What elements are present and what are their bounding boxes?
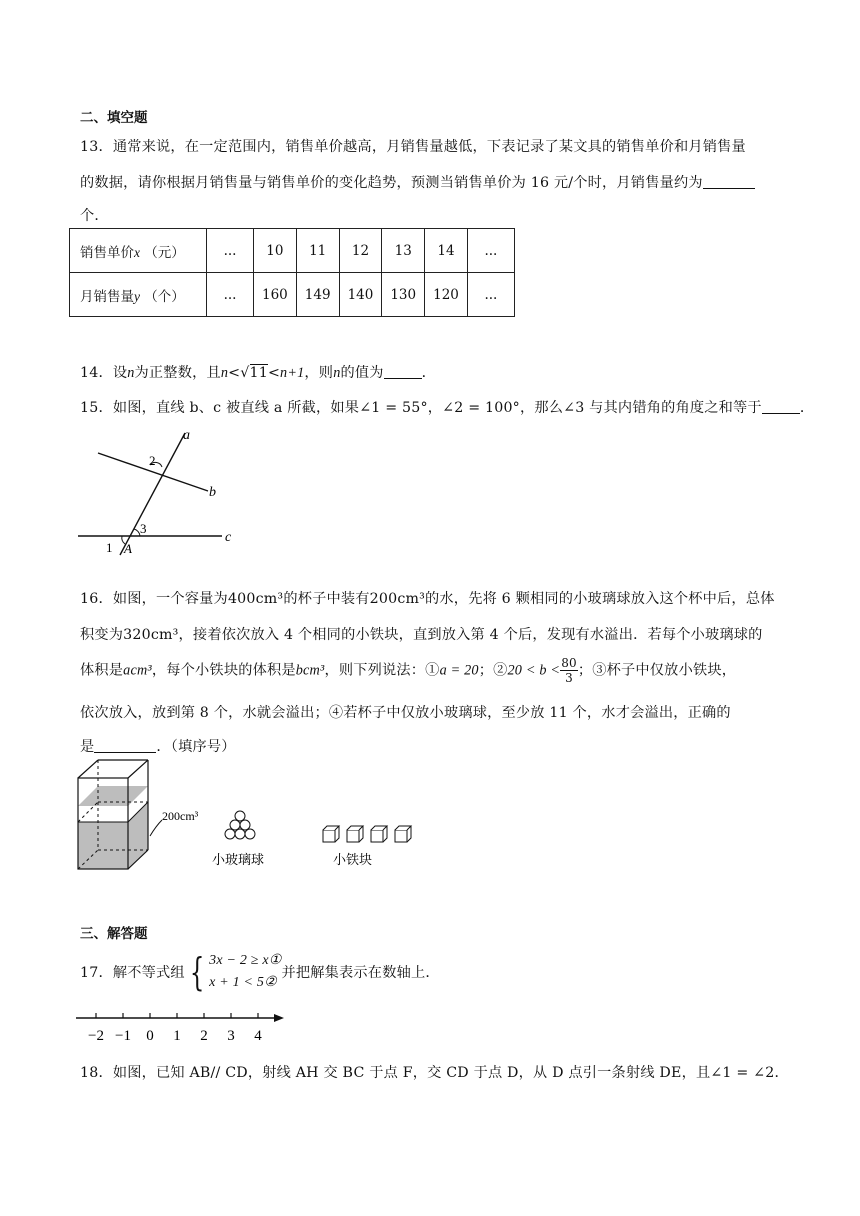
q15-line — [80, 397, 814, 417]
q16-l3c: ，则下列说法：① — [324, 662, 440, 679]
q16-l3e: ；③杯子中仅放小铁块， — [577, 662, 737, 679]
price-label: 销售单价 — [80, 244, 134, 261]
label-c: c — [225, 530, 232, 545]
q16-stmt1: a = 20 — [439, 662, 479, 679]
table-cell: 10 — [254, 229, 297, 273]
q13-line1: 13．通常来说，在一定范围内，销售单价越高，月销售量越低，下表记录了某文具的销售单价和月销售量 — [80, 139, 746, 155]
q16-line4: 依次放入，放到第 8 个，水就会溢出；④若杯子中仅放小玻璃球，至少放 11 个，水才会溢出，正确的 — [80, 705, 731, 721]
q15-angle1: ∠1 = 55° — [359, 400, 428, 416]
table-cell: ... — [467, 229, 514, 273]
table-cell: 149 — [296, 273, 339, 317]
cup-edge — [128, 760, 148, 778]
q16-l3b: ，每个小铁块的体积是 — [151, 662, 296, 679]
label-b: b — [209, 485, 216, 500]
label-3: 3 — [140, 521, 147, 536]
q15-answer-blank[interactable] — [762, 399, 800, 414]
tick-label: 3 — [227, 1028, 235, 1044]
q14-var-n: n — [127, 365, 135, 381]
table-cell: 14 — [425, 229, 468, 273]
q16-l5a: 是 — [80, 739, 95, 755]
q16-l3a: 体积是 — [80, 662, 124, 679]
table-cell: 140 — [339, 273, 382, 317]
water-pointer — [150, 820, 162, 836]
q16-figure — [70, 758, 430, 873]
q13-line2-text: 的数据，请你根据月销售量与销售单价的变化趋势，预测当销售单价为 16 元/个时，月销售量约为 — [80, 175, 703, 191]
sales-unit: （个） — [144, 288, 185, 305]
q17-ineq1: 3x − 2 ≥ x① — [209, 953, 282, 968]
section-title-fill-in: 二、填空题 — [80, 110, 148, 126]
frac-den: 3 — [565, 671, 573, 685]
q16-line5 — [80, 736, 236, 756]
q16-line2 — [80, 624, 763, 644]
brace-icon: { — [189, 950, 205, 994]
water-front — [78, 822, 128, 869]
q16-l1c: 的水，先将 6 颗相同的小玻璃球放入这个杯中后，总体 — [425, 591, 775, 607]
q15-angle2: ∠2 = 100° — [442, 400, 520, 416]
q16-a-unit: acm³ — [123, 662, 152, 679]
q15-end: ． — [799, 400, 815, 416]
q13-data-table — [69, 228, 515, 317]
table-cell: ... — [207, 273, 254, 317]
q16-stmt2: 20 < b < — [507, 662, 561, 679]
section-title-solve: 三、解答题 — [80, 926, 148, 942]
sqrt-icon: √ — [240, 365, 250, 381]
arrow-right-icon — [274, 1014, 284, 1022]
q16-l2b: ，接着依次放入 4 个相同的小铁块，直到放入第 4 个后，发现有水溢出．若每个小玻璃球的 — [178, 627, 763, 643]
q15-figure — [70, 425, 250, 560]
q16-l1b: 的杯子中装有 — [283, 591, 370, 607]
q13-answer-blank[interactable] — [703, 174, 755, 189]
q14-post: ，则 — [304, 365, 334, 381]
table-cell: ... — [467, 273, 514, 317]
q16-answer-blank[interactable] — [94, 738, 156, 753]
sales-label: 月销售量 — [80, 288, 134, 305]
q16-b-unit: bcm³ — [295, 662, 325, 679]
q14-lt1: < — [228, 365, 241, 381]
q16-l3d: ；② — [478, 662, 508, 679]
q16-fraction — [560, 656, 578, 685]
frac-num: 80 — [561, 656, 577, 670]
q16-l5b: ．（填序号） — [156, 739, 236, 755]
table-cell: 12 — [339, 229, 382, 273]
table-header-price — [70, 229, 207, 273]
q17-system — [209, 950, 281, 994]
q14-post2: 的值为 — [340, 365, 384, 381]
table-cell: 13 — [382, 229, 425, 273]
label-2: 2 — [149, 453, 156, 468]
iron-blocks-icon — [323, 826, 411, 842]
tick-label: −2 — [88, 1028, 104, 1044]
q16-line3 — [80, 656, 736, 685]
tick-label: 1 — [173, 1028, 181, 1044]
q14-answer-blank[interactable] — [384, 364, 422, 379]
blocks-label: 小铁块 — [333, 852, 373, 867]
label-1: 1 — [106, 540, 113, 555]
table-cell: 11 — [296, 229, 339, 273]
q16-vol: 320cm³ — [123, 627, 179, 643]
sales-var: y — [134, 288, 140, 304]
q16-water: 200cm³ — [369, 591, 426, 607]
q14-lt2: < — [267, 365, 281, 381]
table-row — [70, 229, 515, 273]
q13-line3: 个． — [80, 208, 109, 224]
q17-line — [80, 950, 440, 994]
tick-label: 2 — [200, 1028, 208, 1044]
q14-ineq-right: n+1 — [280, 365, 305, 381]
tick-label: −1 — [115, 1028, 131, 1044]
q14-var-n2: n — [333, 365, 341, 381]
table-row — [70, 273, 515, 317]
q14-line — [80, 362, 436, 382]
label-A: A — [124, 541, 132, 556]
table-header-sales — [70, 273, 207, 317]
q18-line: 18．如图，已知 AB// CD，射线 AH 交 BC 于点 F，交 CD 于点 D，从 D 点引一条射线 DE，且∠1 = ∠2． — [80, 1065, 789, 1081]
q17-post: 并把解集表示在数轴上． — [281, 965, 440, 981]
tick-label: 4 — [254, 1028, 262, 1044]
q16-l2a: 积变为 — [80, 627, 124, 643]
price-var: x — [134, 244, 140, 260]
q14-ineq-left: n — [220, 365, 229, 381]
q16-cap: 400cm³ — [227, 591, 284, 607]
price-unit: （元） — [144, 244, 185, 261]
q17-ineq2: x + 1 < 5② — [209, 975, 277, 990]
cup-edge — [78, 760, 98, 778]
q17-pre: 17．解不等式组 — [80, 965, 185, 981]
label-a: a — [183, 428, 190, 443]
q15-pre: 15．如图，直线 b、c 被直线 a 所截，如果 — [80, 400, 360, 416]
q15-sep: ， — [427, 400, 443, 416]
water-top — [78, 786, 148, 806]
q14-end: ． — [421, 365, 437, 381]
table-cell: 160 — [254, 273, 297, 317]
tick-label: 0 — [146, 1028, 154, 1044]
q13-line2 — [80, 172, 755, 192]
table-cell: 130 — [382, 273, 425, 317]
q14-mid: 为正整数，且 — [134, 365, 221, 381]
table-cell: ... — [207, 229, 254, 273]
glass-balls-icon — [225, 811, 255, 839]
q16-l1a: 16．如图，一个容量为 — [80, 591, 228, 607]
number-line — [70, 1010, 300, 1046]
line-a — [120, 433, 185, 555]
q16-line1 — [80, 588, 775, 608]
q14-sqrt-arg: 11 — [249, 365, 268, 381]
q15-mid: ，那么∠3 与其内错角的角度之和等于 — [519, 400, 762, 416]
balls-label: 小玻璃球 — [212, 852, 265, 867]
water-label: 200cm³ — [162, 809, 199, 823]
table-cell: 120 — [425, 273, 468, 317]
q14-pre: 14．设 — [80, 365, 128, 381]
